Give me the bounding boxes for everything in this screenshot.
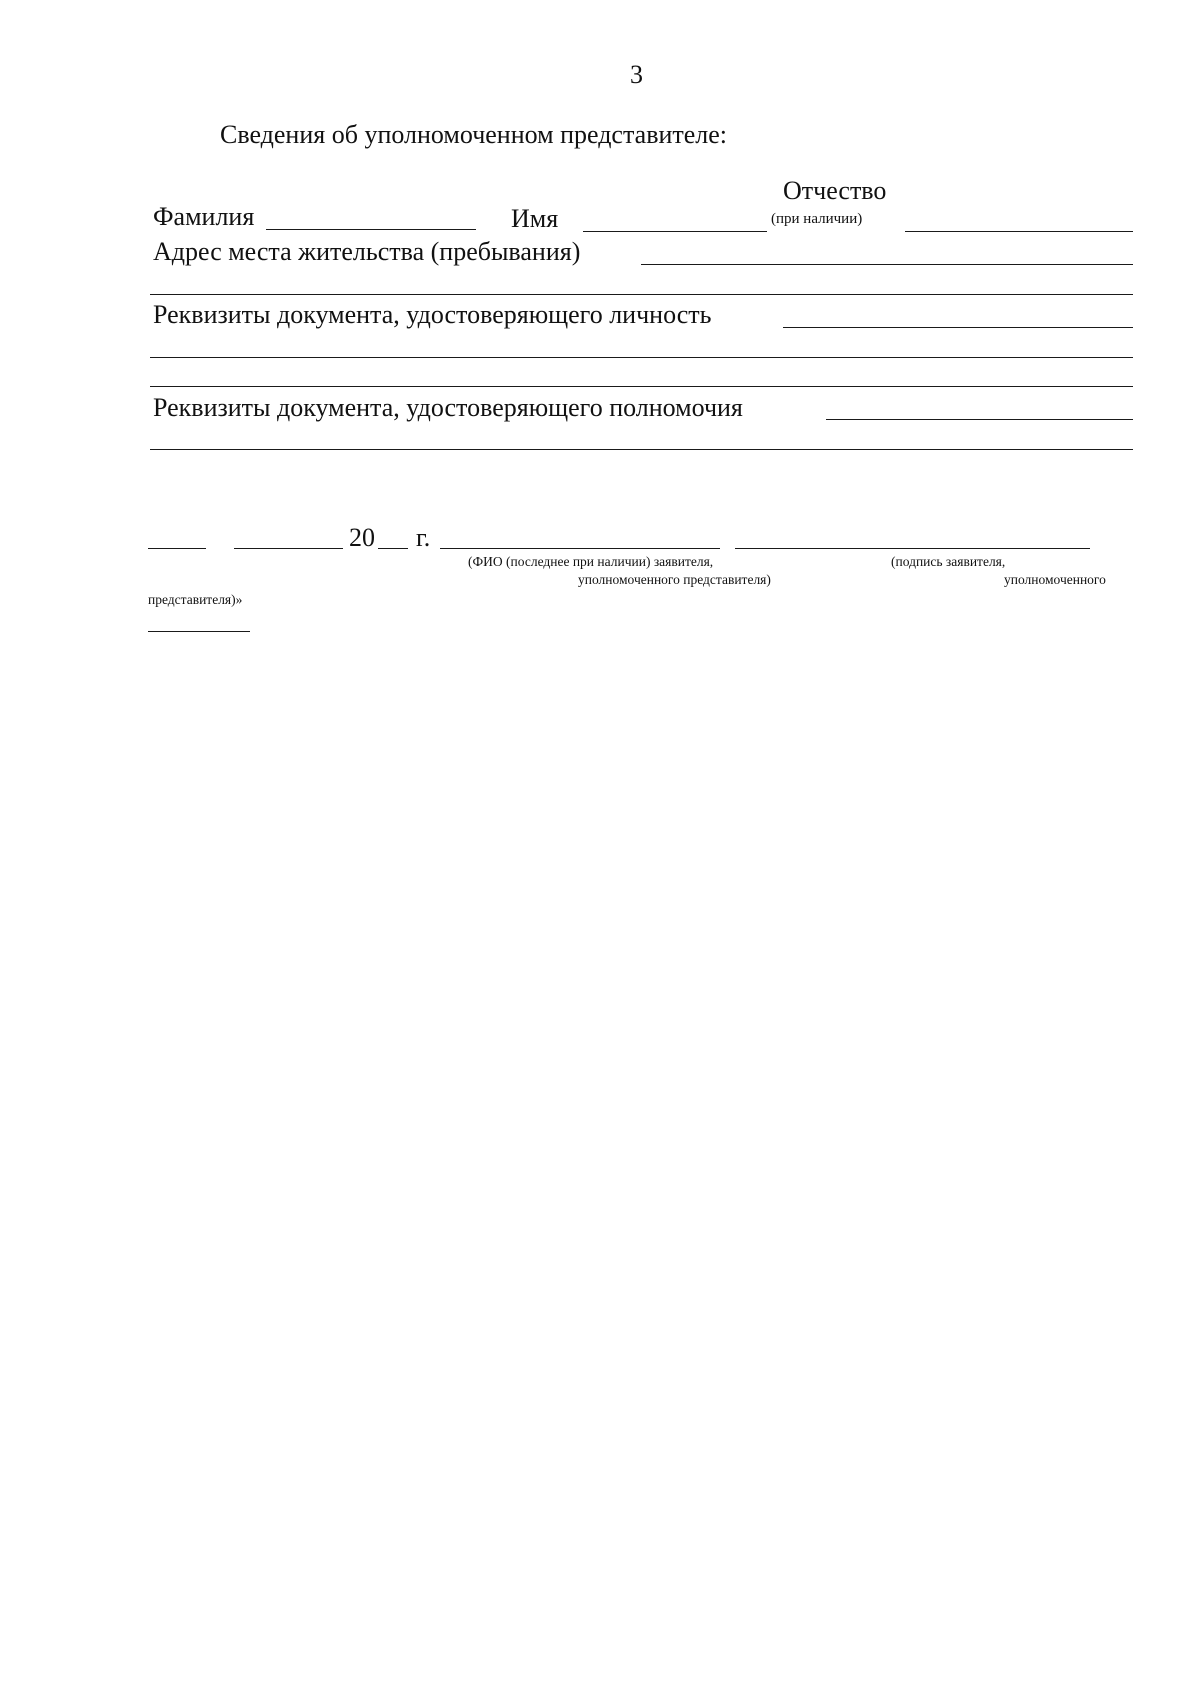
patronymic-field-line[interactable]	[905, 231, 1133, 232]
date-month-line[interactable]	[234, 548, 343, 549]
signature-caption-line2: уполномоченного	[1004, 572, 1106, 587]
first-name-field-line[interactable]	[583, 231, 767, 232]
surname-label: Фамилия	[153, 202, 255, 231]
authority-document-label: Реквизиты документа, удостоверяющего полномочия	[153, 393, 743, 422]
footnote-separator	[148, 631, 250, 632]
signature-caption-line1: (подпись заявителя,	[891, 554, 1006, 569]
address-field-line-2[interactable]	[150, 294, 1133, 295]
first-name-label: Имя	[511, 204, 559, 233]
caption-continuation: представителя)»	[148, 592, 243, 607]
patronymic-label: Отчество	[783, 176, 887, 205]
authority-document-field-line-2[interactable]	[150, 449, 1133, 450]
patronymic-note: (при наличии)	[771, 211, 863, 227]
signature-field-line[interactable]	[735, 548, 1090, 549]
address-label: Адрес места жительства (пребывания)	[153, 237, 581, 266]
fio-caption-line1: (ФИО (последнее при наличии) заявителя,	[468, 554, 714, 569]
date-day-line[interactable]	[148, 548, 206, 549]
address-field-line-1[interactable]	[641, 264, 1133, 265]
identity-document-field-line-2[interactable]	[150, 357, 1133, 358]
page-number: 3	[630, 60, 643, 89]
authority-document-field-line-1[interactable]	[826, 419, 1133, 420]
fio-field-line[interactable]	[440, 548, 720, 549]
section-heading: Сведения об уполномоченном представителе:	[220, 120, 728, 149]
surname-field-line[interactable]	[266, 229, 476, 230]
identity-document-label: Реквизиты документа, удостоверяющего личность	[153, 300, 712, 329]
identity-document-field-line-1[interactable]	[783, 327, 1133, 328]
date-year-line[interactable]	[378, 548, 408, 549]
identity-document-field-line-3[interactable]	[150, 386, 1133, 387]
date-year-prefix: 20	[349, 523, 375, 552]
date-year-suffix: г.	[416, 523, 431, 552]
fio-caption-line2: уполномоченного представителя)	[578, 572, 771, 587]
